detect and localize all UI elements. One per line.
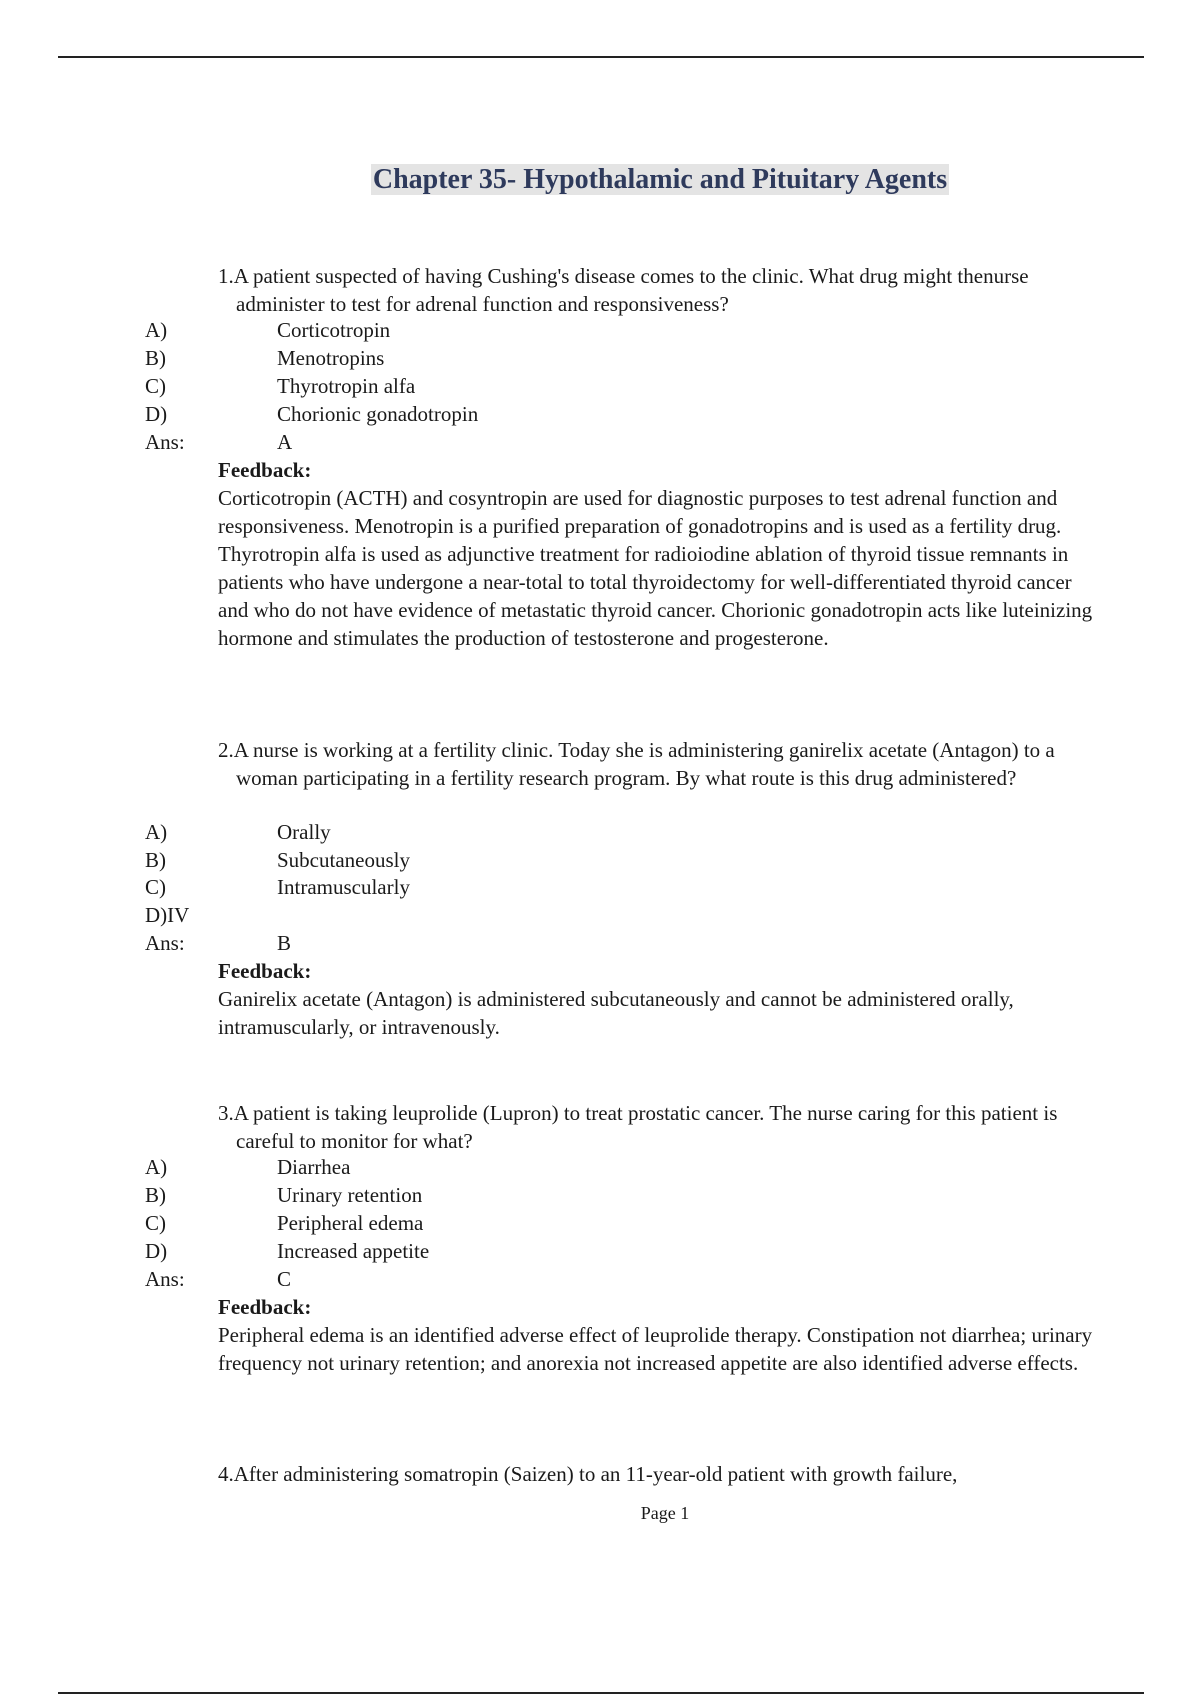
question-1-feedback-label: Feedback:	[218, 458, 312, 482]
top-rule	[58, 56, 1144, 58]
question-2-option-b: B) Subcutaneously	[145, 848, 410, 872]
question-1-answer: Ans: A	[145, 430, 293, 454]
question-1-option-b: B) Menotropins	[145, 346, 385, 370]
page-number: Page 1	[640, 1503, 690, 1523]
question-2-feedback-label: Feedback:	[218, 959, 312, 983]
question-1-stem: 1.A patient suspected of having Cushing's disease comes to the clinic. What drug might thenurse administer to test for adrenal function and responsiveness?	[218, 264, 1029, 316]
question-2-answer: Ans: B	[145, 931, 292, 955]
question-1-option-a: A) Corticotropin	[145, 318, 391, 342]
question-3-stem: 3.A patient is taking leuprolide (Lupron) to treat prostatic cancer. The nurse caring for this patient is careful to monitor for what?	[218, 1101, 1058, 1153]
question-1-feedback: Corticotropin (ACTH) and cosyntropin are used for diagnostic purposes to test adrenal function and responsiveness. Menotropin is a purified preparation of gonadotropins and is used as a fertility drug. Thyrotropin alfa is used as adjunctive treatment for radioiodine ablation of thyroid tissue remnants in patients who have undergone a near-total to total thyroidectomy for well-differentiated thyroid cancer and who do not have evidence of metastatic thyroid cancer. Chorionic gonadotropin acts like luteinizing hormone and stimulates the production of testosterone and progesterone.	[218, 486, 1093, 650]
question-1-option-d: D) Chorionic gonadotropin	[145, 402, 479, 426]
question-3-answer: Ans: C	[145, 1267, 292, 1291]
question-3-option-d: D) Increased appetite	[145, 1239, 430, 1263]
question-3-option-c: C) Peripheral edema	[145, 1211, 424, 1235]
question-3-feedback: Peripheral edema is an identified adverse effect of leuprolide therapy. Constipation not diarrhea; urinary frequency not urinary retention; and anorexia not increased appetite are also identified adverse effects.	[218, 1323, 1093, 1375]
question-2-feedback: Ganirelix acetate (Antagon) is administered subcutaneously and cannot be administered orally, intramuscularly, or intravenously.	[218, 987, 1014, 1039]
question-3-option-b: B) Urinary retention	[145, 1183, 423, 1207]
page-title: Chapter 35- Hypothalamic and Pituitary Agents	[372, 164, 948, 195]
question-2-option-d: D)IV	[145, 903, 190, 927]
question-2-option-a: A) Orally	[145, 820, 331, 844]
question-3-feedback-label: Feedback:	[218, 1295, 312, 1319]
question-2-option-c: C) Intramuscularly	[145, 875, 410, 899]
question-3-option-a: A) Diarrhea	[145, 1155, 351, 1179]
question-1-option-c: C) Thyrotropin alfa	[145, 374, 416, 398]
question-2-stem: 2.A nurse is working at a fertility clinic. Today she is administering ganirelix acetate (Antagon) to a woman participating in a fertility research program. By what route is this drug administered?	[218, 738, 1055, 790]
bottom-rule	[58, 1692, 1144, 1694]
question-4-stem: 4.After administering somatropin (Saizen) to an 11-year-old patient with growth failure,	[218, 1462, 958, 1486]
